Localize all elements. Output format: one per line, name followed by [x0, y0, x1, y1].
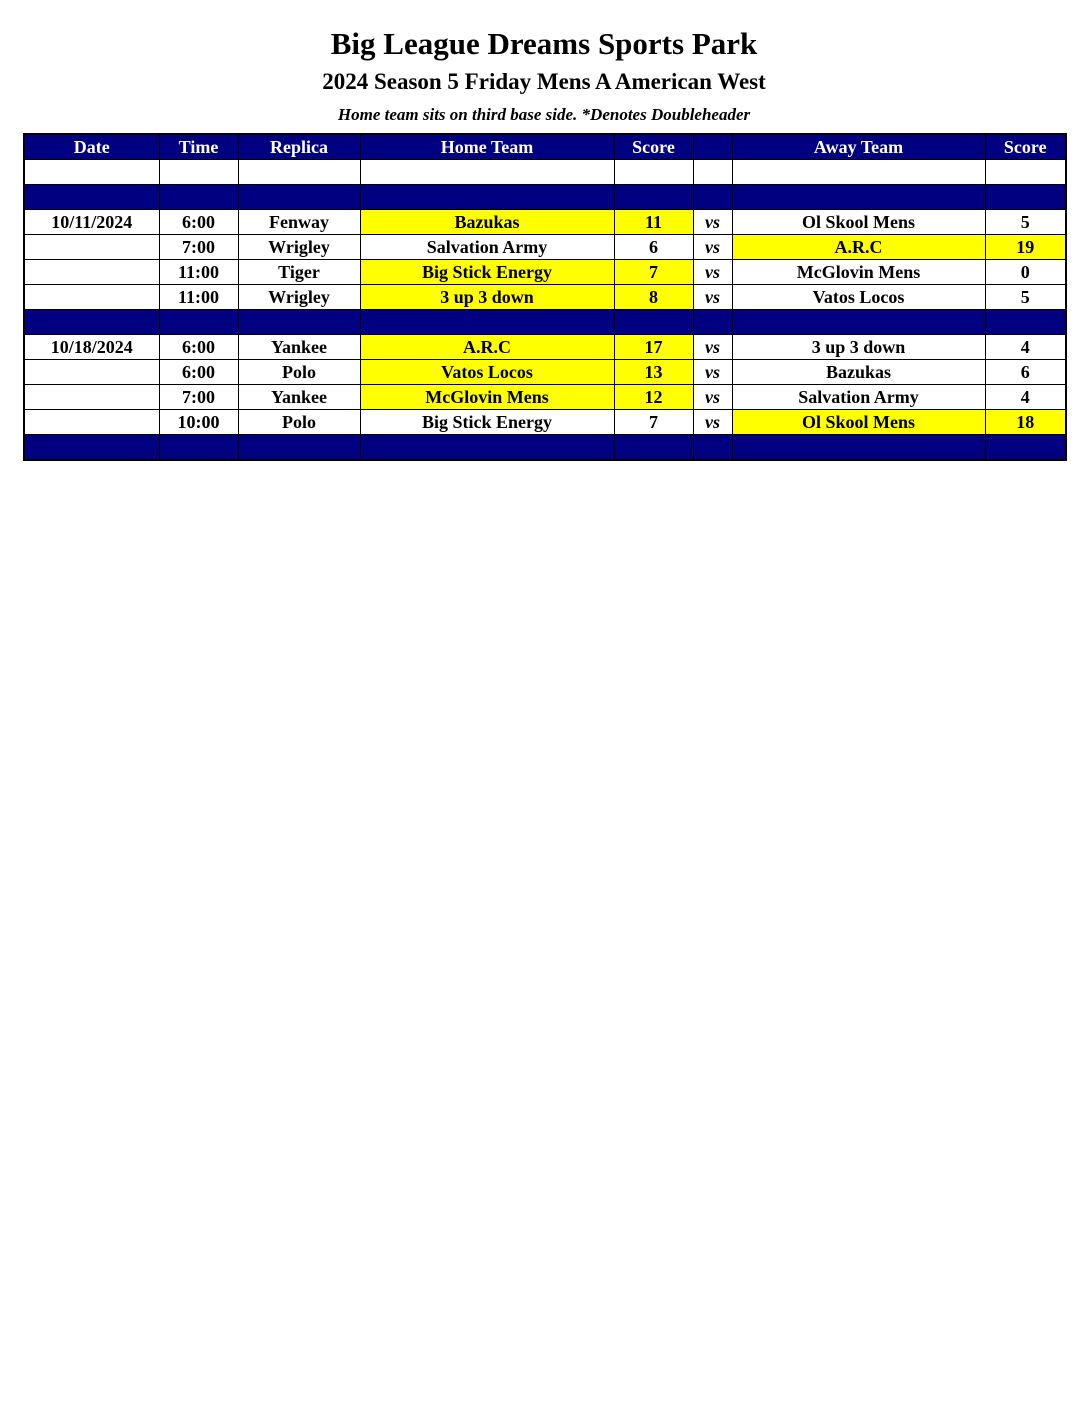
- game-date: [24, 410, 159, 435]
- separator-cell: [24, 435, 159, 461]
- time-column-header: Time: [159, 134, 238, 160]
- away-team: Ol Skool Mens: [732, 410, 985, 435]
- game-time: 6:00: [159, 360, 238, 385]
- separator-cell: [238, 185, 360, 210]
- game-row: [24, 410, 1066, 435]
- away-score-column-header: Score: [985, 134, 1066, 160]
- separator-row: [24, 435, 1066, 461]
- home-score: 13: [614, 360, 693, 385]
- page-title: Big League Dreams Sports Park: [330, 26, 758, 61]
- empty-cell: [693, 160, 732, 185]
- vs-label: vs: [693, 335, 732, 360]
- game-date: [24, 285, 159, 310]
- separator-cell: [985, 185, 1066, 210]
- away-score: 5: [985, 285, 1066, 310]
- home-team: Bazukas: [360, 210, 614, 235]
- game-date: 10/11/2024: [24, 210, 159, 235]
- league-subtitle: 2024 Season 5 Friday Mens A American West: [322, 69, 766, 94]
- game-time: 11:00: [159, 260, 238, 285]
- schedule-note: Home team sits on third base side. *Denotes Doubleheader: [337, 105, 751, 124]
- game-field: Polo: [238, 410, 360, 435]
- separator-cell: [24, 185, 159, 210]
- game-time: 6:00: [159, 210, 238, 235]
- separator-cell: [693, 435, 732, 461]
- game-row: [24, 235, 1066, 260]
- separator-row: [24, 310, 1066, 335]
- away-score: 19: [985, 235, 1066, 260]
- vs-label: vs: [693, 410, 732, 435]
- game-row: [24, 285, 1066, 310]
- away-team: 3 up 3 down: [732, 335, 985, 360]
- away-score: 4: [985, 335, 1066, 360]
- vs-label: vs: [693, 385, 732, 410]
- vs-label: vs: [693, 260, 732, 285]
- game-field: Yankee: [238, 335, 360, 360]
- separator-cell: [985, 435, 1066, 461]
- game-date: [24, 360, 159, 385]
- away-score: 18: [985, 410, 1066, 435]
- game-row: [24, 260, 1066, 285]
- separator-cell: [360, 435, 614, 461]
- away-team-column-header: Away Team: [732, 134, 985, 160]
- separator-cell: [693, 185, 732, 210]
- game-date: [24, 235, 159, 260]
- home-team: 3 up 3 down: [360, 285, 614, 310]
- game-field: Wrigley: [238, 285, 360, 310]
- separator-cell: [24, 310, 159, 335]
- vs-label: vs: [693, 285, 732, 310]
- empty-cell: [985, 160, 1066, 185]
- home-score-column-header: Score: [614, 134, 693, 160]
- away-team: A.R.C: [732, 235, 985, 260]
- separator-cell: [238, 435, 360, 461]
- separator-cell: [732, 185, 985, 210]
- game-field: Tiger: [238, 260, 360, 285]
- separator-cell: [732, 435, 985, 461]
- away-team: Bazukas: [732, 360, 985, 385]
- away-team: Salvation Army: [732, 385, 985, 410]
- empty-cell: [159, 160, 238, 185]
- game-date: [24, 385, 159, 410]
- away-score: 0: [985, 260, 1066, 285]
- separator-cell: [614, 435, 693, 461]
- empty-cell: [360, 160, 614, 185]
- date-column-header: Date: [24, 134, 159, 160]
- separator-cell: [159, 185, 238, 210]
- home-team: Vatos Locos: [360, 360, 614, 385]
- home-score: 7: [614, 260, 693, 285]
- separator-cell: [360, 310, 614, 335]
- home-team: McGlovin Mens: [360, 385, 614, 410]
- separator-cell: [159, 310, 238, 335]
- home-score: 7: [614, 410, 693, 435]
- game-field: Yankee: [238, 385, 360, 410]
- header-row: [24, 134, 1066, 160]
- game-field: Fenway: [238, 210, 360, 235]
- schedule-table: [23, 133, 1067, 461]
- empty-cell: [732, 160, 985, 185]
- game-time: 10:00: [159, 410, 238, 435]
- game-time: 11:00: [159, 285, 238, 310]
- vs-column-header: [693, 134, 732, 160]
- separator-cell: [614, 310, 693, 335]
- home-score: 6: [614, 235, 693, 260]
- separator-cell: [238, 310, 360, 335]
- separator-cell: [732, 310, 985, 335]
- home-score: 12: [614, 385, 693, 410]
- away-team: McGlovin Mens: [732, 260, 985, 285]
- away-team: Vatos Locos: [732, 285, 985, 310]
- game-row: [24, 210, 1066, 235]
- separator-cell: [985, 310, 1066, 335]
- game-date: [24, 260, 159, 285]
- separator-row: [24, 185, 1066, 210]
- separator-cell: [159, 435, 238, 461]
- game-time: 7:00: [159, 235, 238, 260]
- away-score: 5: [985, 210, 1066, 235]
- home-team: Big Stick Energy: [360, 410, 614, 435]
- home-team-column-header: Home Team: [360, 134, 614, 160]
- game-row: [24, 360, 1066, 385]
- game-row: [24, 385, 1066, 410]
- game-field: Wrigley: [238, 235, 360, 260]
- away-score: 6: [985, 360, 1066, 385]
- home-score: 8: [614, 285, 693, 310]
- away-team: Ol Skool Mens: [732, 210, 985, 235]
- home-team: Big Stick Energy: [360, 260, 614, 285]
- away-score: 4: [985, 385, 1066, 410]
- game-date: 10/18/2024: [24, 335, 159, 360]
- separator-cell: [693, 310, 732, 335]
- separator-cell: [614, 185, 693, 210]
- separator-cell: [360, 185, 614, 210]
- home-score: 17: [614, 335, 693, 360]
- game-time: 6:00: [159, 335, 238, 360]
- home-score: 11: [614, 210, 693, 235]
- game-row: [24, 335, 1066, 360]
- game-time: 7:00: [159, 385, 238, 410]
- empty-cell: [614, 160, 693, 185]
- game-field: Polo: [238, 360, 360, 385]
- blank-row: [24, 160, 1066, 185]
- home-team: Salvation Army: [360, 235, 614, 260]
- empty-cell: [238, 160, 360, 185]
- home-team: A.R.C: [360, 335, 614, 360]
- vs-label: vs: [693, 360, 732, 385]
- vs-label: vs: [693, 210, 732, 235]
- empty-cell: [24, 160, 159, 185]
- vs-label: vs: [693, 235, 732, 260]
- replica-column-header: Replica: [238, 134, 360, 160]
